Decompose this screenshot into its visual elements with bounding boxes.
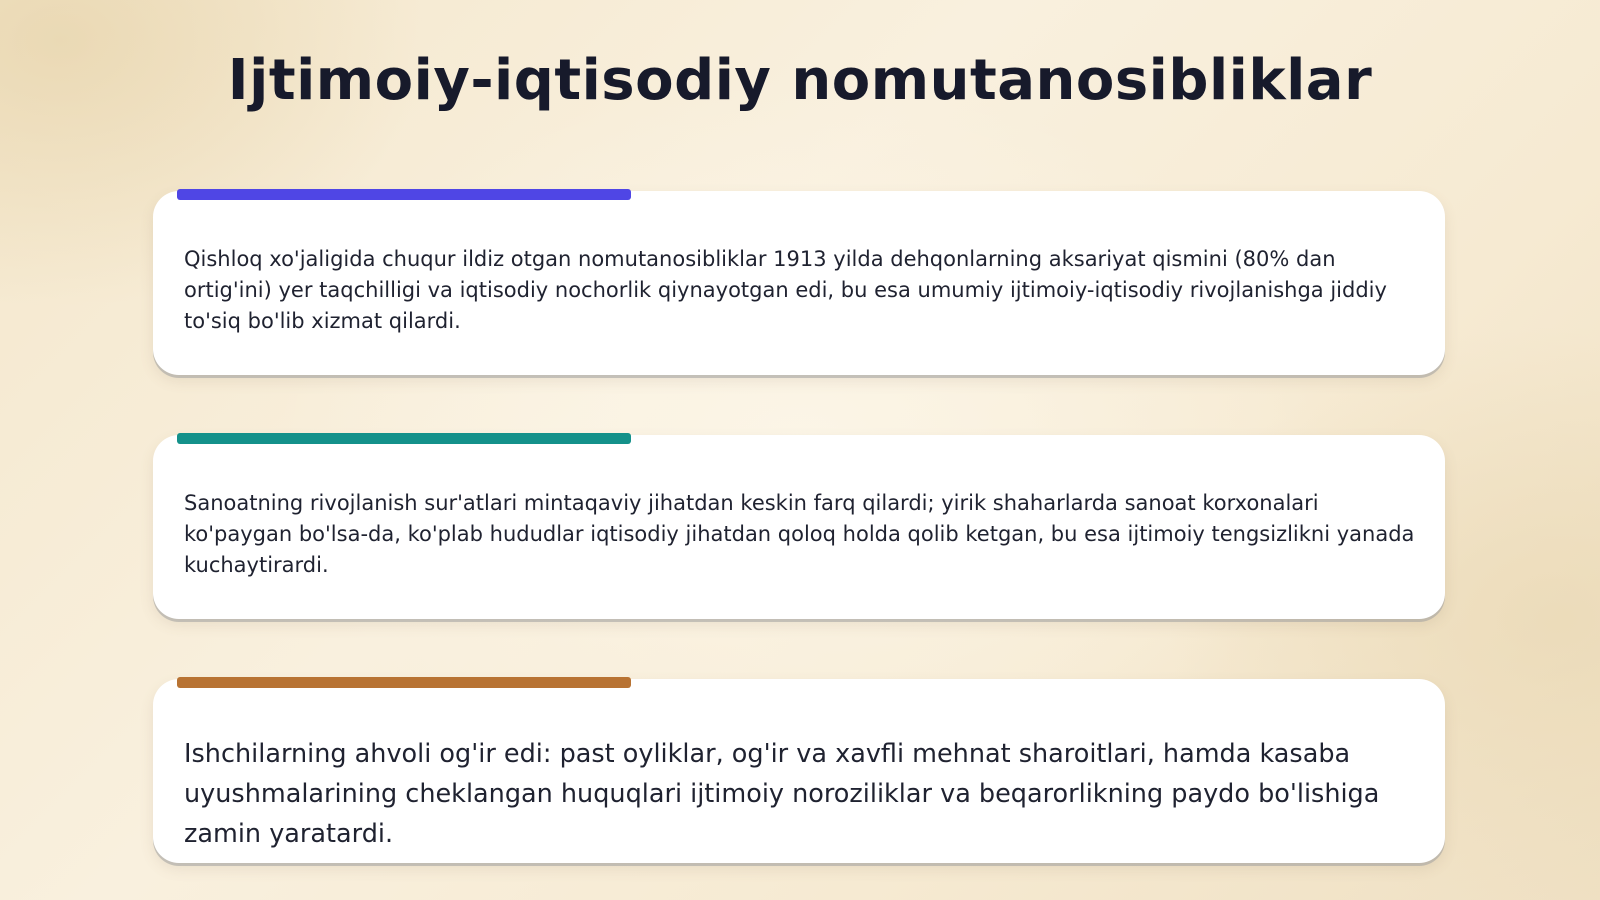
- page-title: Ijtimoiy-iqtisodiy nomutanosibliklar: [227, 48, 1373, 113]
- info-card-industry: [153, 435, 1445, 619]
- card-text: Sanoatning rivojlanish sur'atlari mintaqaviy jihatdan keskin farq qilardi; yirik shaharlarda sanoat korxonalari ko'paygan bo'lsa-da, ko'plab hududlar iqtisodiy jihatdan qoloq holda qolib ketgan, bu esa ijtimoiy tengsizlikni yanada kuchaytirardi.: [184, 491, 1415, 577]
- info-card-agriculture: [153, 191, 1445, 375]
- card-accent-bar: [177, 677, 631, 688]
- info-card-workers: [153, 679, 1445, 863]
- card-text: Ishchilarning ahvoli og'ir edi: past oyliklar, og'ir va xavfli mehnat sharoitlari, hamda kasaba uyushmalarining cheklangan huquqlari ijtimoiy noroziliklar va beqarorlikning paydo bo'lishiga zamin yaratardi.: [184, 739, 1380, 849]
- card-accent-bar: [177, 189, 631, 200]
- card-accent-bar: [177, 433, 631, 444]
- card-text: Qishloq xo'jaligida chuqur ildiz otgan nomutanosibliklar 1913 yilda dehqonlarning aksariyat qismini (80% dan ortig'ini) yer taqchilligi va iqtisodiy nochorlik qiynayotgan edi, bu esa umumiy ijtimoiy-iqtisodiy rivojlanishga jiddiy to'siq bo'lib xizmat qilardi.: [184, 247, 1387, 333]
